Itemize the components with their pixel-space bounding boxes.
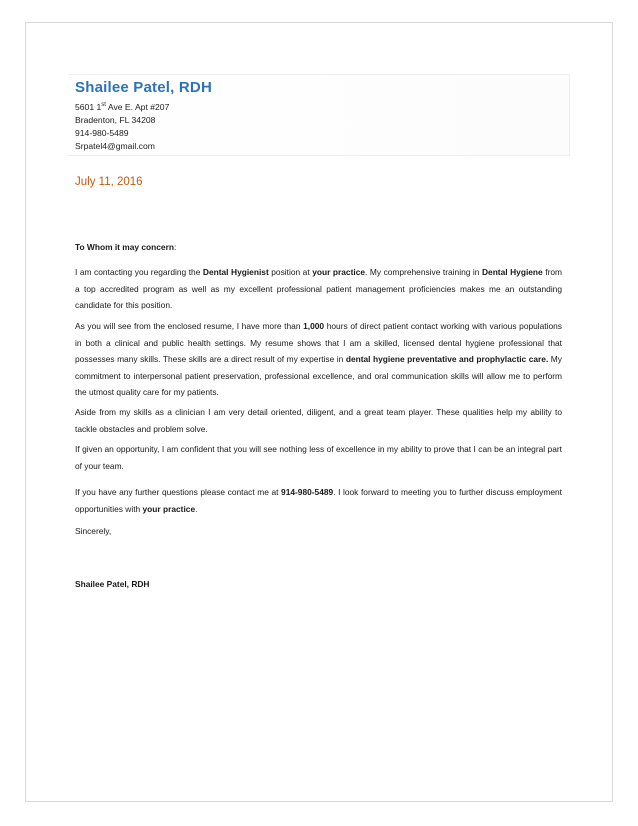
salutation bbox=[75, 239, 562, 256]
text-run: from a top accredited program as well as my excellent professional patient management proficiencies makes me an outstanding candidate for this position. bbox=[75, 267, 562, 310]
bold-run: 1,000 bbox=[303, 321, 325, 331]
phone-number: 914-980-5489 bbox=[75, 128, 129, 138]
bold-run: your practice bbox=[312, 267, 366, 277]
salutation-text: To Whom it may concern bbox=[75, 242, 174, 252]
text-run: If you have any further questions please contact me at bbox=[75, 487, 282, 497]
text-run: My commitment to interpersonal patient preservation, professional excellence, and oral communication skills will allow me to perform the utmost quality care for my patients. bbox=[75, 354, 562, 397]
closing: Sincerely, bbox=[75, 526, 112, 536]
address-line-1 bbox=[75, 102, 169, 113]
text-run: If given an opportunity, I am confident that you will see nothing less of excellence in my ability to prove that I can be an integral part of your team. bbox=[75, 444, 562, 471]
bold-run: Dental Hygiene bbox=[481, 267, 543, 277]
paragraph-3 bbox=[75, 404, 562, 437]
paragraph-1 bbox=[75, 264, 562, 314]
bold-run: Dental Hygienist bbox=[202, 267, 269, 277]
text-run: I am contacting you regarding the bbox=[75, 267, 203, 277]
paragraph-2 bbox=[75, 318, 562, 401]
text-run: hours of direct patient contact working with various populations in both a clinical and public health settings. My resume shows that I am a skilled, licensed dental hygiene professional that possesses many skills. These skills are a direct result of my expertise in bbox=[75, 321, 562, 364]
bold-run: 914-980-5489 bbox=[281, 487, 334, 497]
salutation-punct: : bbox=[173, 242, 177, 252]
text-run: . bbox=[195, 503, 198, 514]
sender-name: Shailee Patel, RDH bbox=[75, 79, 212, 96]
paragraph-4 bbox=[75, 441, 562, 474]
paragraph-5 bbox=[75, 484, 562, 517]
text-run: . I look forward to meeting you to further discuss employment opportunities with bbox=[75, 487, 562, 514]
address-street: Ave E. Apt #207 bbox=[105, 102, 170, 112]
letter-date: July 11, 2016 bbox=[75, 176, 143, 188]
address-number: 5601 1 bbox=[75, 102, 102, 112]
bold-run: dental hygiene preventative and prophylactic care. bbox=[345, 354, 549, 364]
text-run: Aside from my skills as a clinician I am very detail oriented, diligent, and a great team player. These qualities help my ability to tackle obstacles and problem solve. bbox=[75, 407, 562, 434]
address-ordinal-suffix: st bbox=[101, 102, 106, 109]
address-line-2: Bradenton, FL 34208 bbox=[75, 115, 156, 125]
email-address: Srpatel4@gmail.com bbox=[75, 141, 155, 151]
bold-run: your practice bbox=[142, 503, 196, 514]
text-run: As you will see from the enclosed resume, I have more than bbox=[75, 321, 304, 331]
text-run: position at bbox=[268, 267, 313, 277]
text-run: . My comprehensive training in bbox=[365, 267, 482, 277]
signature-name: Shailee Patel, RDH bbox=[75, 579, 150, 589]
